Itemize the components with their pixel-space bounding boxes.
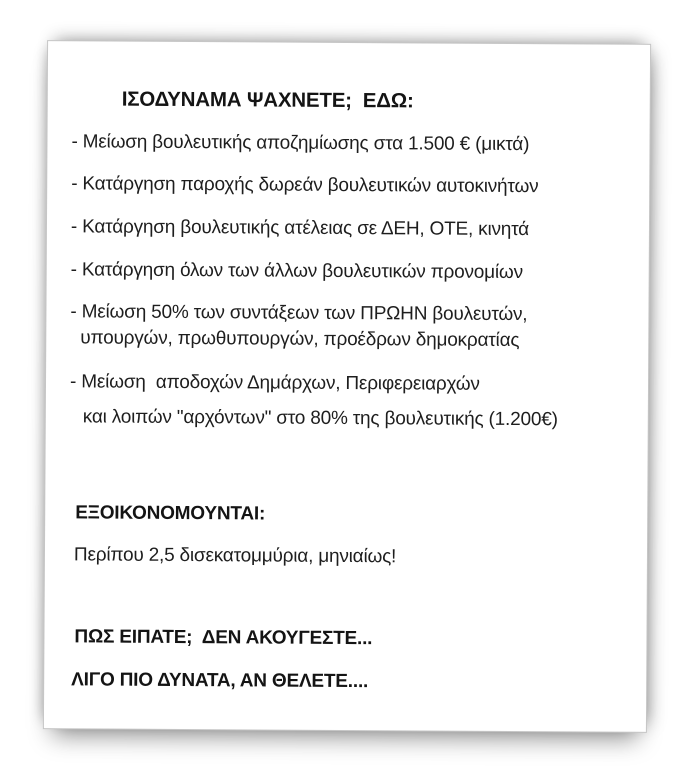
list-item: - Κατάργηση όλων των άλλων βουλευτικών προνομίων <box>70 259 523 284</box>
document-page <box>44 41 650 732</box>
page-title: ΙΣΟΔΥΝΑΜΑ ΨΑΧΝΕΤΕ; ΕΔΩ: <box>121 87 414 113</box>
list-item: - Μείωση αποδοχών Δημάρχων, Περιφερειαρχών <box>69 371 480 395</box>
savings-heading: ΕΞΟΙΚΟΝΟΜΟΥΝΤΑΙ: <box>75 502 266 525</box>
closing-line-1: ΠΩΣ ΕΙΠΑΤΕ; ΔΕΝ ΑΚΟΥΓΕΣΤΕ... <box>74 626 373 650</box>
list-item: - Κατάργηση παροχής δωρεάν βουλευτικών αυτοκινήτων <box>71 173 539 198</box>
savings-text: Περίπου 2,5 δισεκατομμύρια, μηνιαίως! <box>73 544 397 568</box>
list-item-continuation: και λοιπών "αρχόντων" στο 80% της βουλευτικής (1.200€) <box>82 406 558 431</box>
list-item-continuation: υπουργών, πρωθυπουργών, προέδρων δημοκρατίας <box>80 327 520 352</box>
list-item: - Κατάργηση βουλευτικής ατέλειας σε ΔΕΗ, ΟΤΕ, κινητά <box>70 216 530 241</box>
list-item: - Μείωση 50% των συντάξεων των ΠΡΩΗΝ βουλευτών, <box>70 301 528 326</box>
closing-line-2: ΛΙΓΟ ΠΙΟ ΔΥΝΑΤΑ, ΑΝ ΘΕΛΕΤΕ.... <box>71 669 369 693</box>
list-item: - Μείωση βουλευτικής αποζημίωσης στα 1.500 € (μικτά) <box>71 131 530 156</box>
